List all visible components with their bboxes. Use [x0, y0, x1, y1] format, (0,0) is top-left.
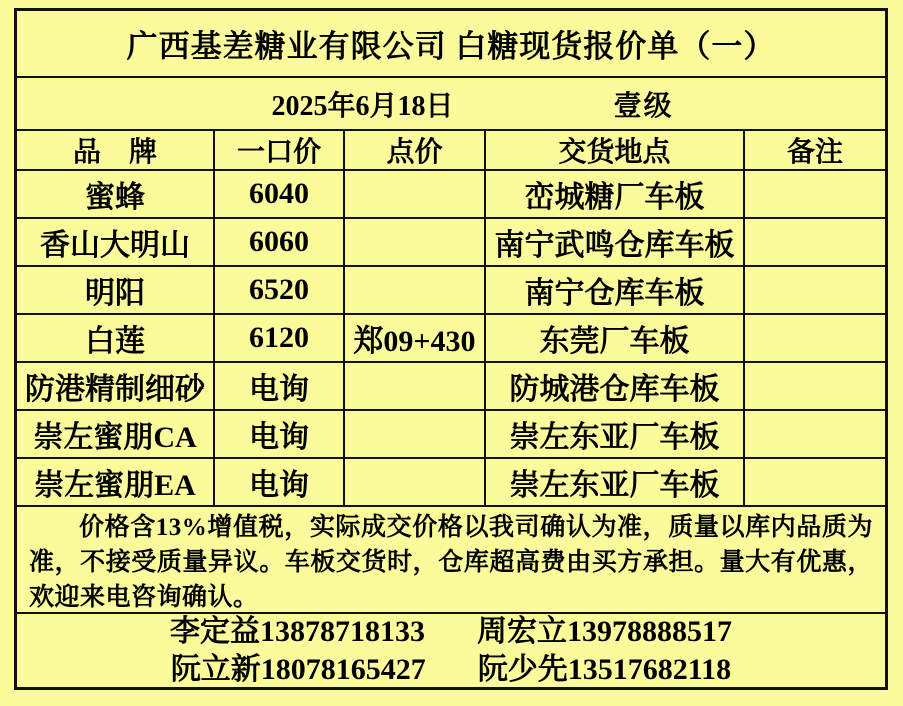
brand-cell: 白莲: [17, 315, 215, 361]
price-cell: 6060: [215, 219, 345, 265]
contacts-section: [17, 614, 885, 688]
table-row: [17, 459, 885, 507]
contact-entry: 李定益13878718133: [170, 615, 425, 648]
sugar-grade: 壹级: [613, 90, 674, 122]
quote-date: 2025年6月18日: [271, 90, 454, 122]
location-cell: 崇左东亚厂车板: [486, 411, 745, 457]
price-cell: 电询: [215, 459, 345, 505]
location-cell: 崇左东亚厂车板: [486, 459, 745, 505]
location-cell: 南宁武鸣仓库车板: [486, 219, 745, 265]
brand-cell: 防港精制细砂: [17, 363, 215, 409]
subheader-row: [17, 78, 885, 131]
point-cell: [345, 171, 486, 217]
brand-cell: 香山大明山: [17, 219, 215, 265]
point-cell: [345, 219, 486, 265]
table-header-row: [17, 131, 885, 171]
table-row: [17, 411, 885, 459]
remark-cell: [745, 411, 885, 457]
remark-cell: [745, 219, 885, 265]
point-cell: [345, 411, 486, 457]
header-point: 点价: [345, 131, 486, 169]
header-price: 一口价: [215, 131, 345, 169]
remark-cell: [745, 363, 885, 409]
brand-cell: 崇左蜜朋EA: [17, 459, 215, 505]
point-cell: [345, 363, 486, 409]
disclaimer-section: [17, 507, 885, 614]
brand-cell: 明阳: [17, 267, 215, 313]
location-cell: 东莞厂车板: [486, 315, 745, 361]
contact-line: [17, 614, 885, 650]
header-location: 交货地点: [486, 131, 745, 169]
table-row: [17, 219, 885, 267]
page-title: 广西基差糖业有限公司 白糖现货报价单（一）: [17, 11, 885, 78]
remark-cell: [745, 267, 885, 313]
price-cell: 6040: [215, 171, 345, 217]
location-cell: 峦城糖厂车板: [486, 171, 745, 217]
contact-entry: 阮立新18078165427: [170, 653, 426, 686]
location-cell: 防城港仓库车板: [486, 363, 745, 409]
table-row: [17, 315, 885, 363]
quotation-sheet: [14, 8, 888, 690]
table-row: [17, 171, 885, 219]
header-remark: 备注: [786, 137, 843, 168]
table-row: [17, 267, 885, 315]
price-cell: 6520: [215, 267, 345, 313]
contact-entry: 周宏立13978888517: [477, 615, 732, 648]
remark-cell: [745, 315, 885, 361]
contact-entry: 阮少先13517682118: [477, 653, 732, 686]
remark-cell: [745, 459, 885, 505]
point-cell: [345, 459, 486, 505]
price-cell: 电询: [215, 411, 345, 457]
point-cell: 郑09+430: [345, 315, 486, 361]
table-row: [17, 363, 885, 411]
location-cell: 南宁仓库车板: [486, 267, 745, 313]
price-cell: 电询: [215, 363, 345, 409]
disclaimer-text: 价格含13%增值税，实际成交价格以我司确认为准，质量以库内品质为准，不接受质量异议。车板交货时，仓库超高费由买方承担。量大有优惠，欢迎来电咨询确认。: [29, 514, 873, 611]
brand-cell: 崇左蜜朋CA: [17, 411, 215, 457]
price-cell: 6120: [215, 315, 345, 361]
remark-cell: [745, 171, 885, 217]
contact-line: [17, 652, 885, 688]
point-cell: [345, 267, 486, 313]
brand-cell: 蜜蜂: [17, 171, 215, 217]
header-brand: 品 牌: [17, 131, 215, 169]
